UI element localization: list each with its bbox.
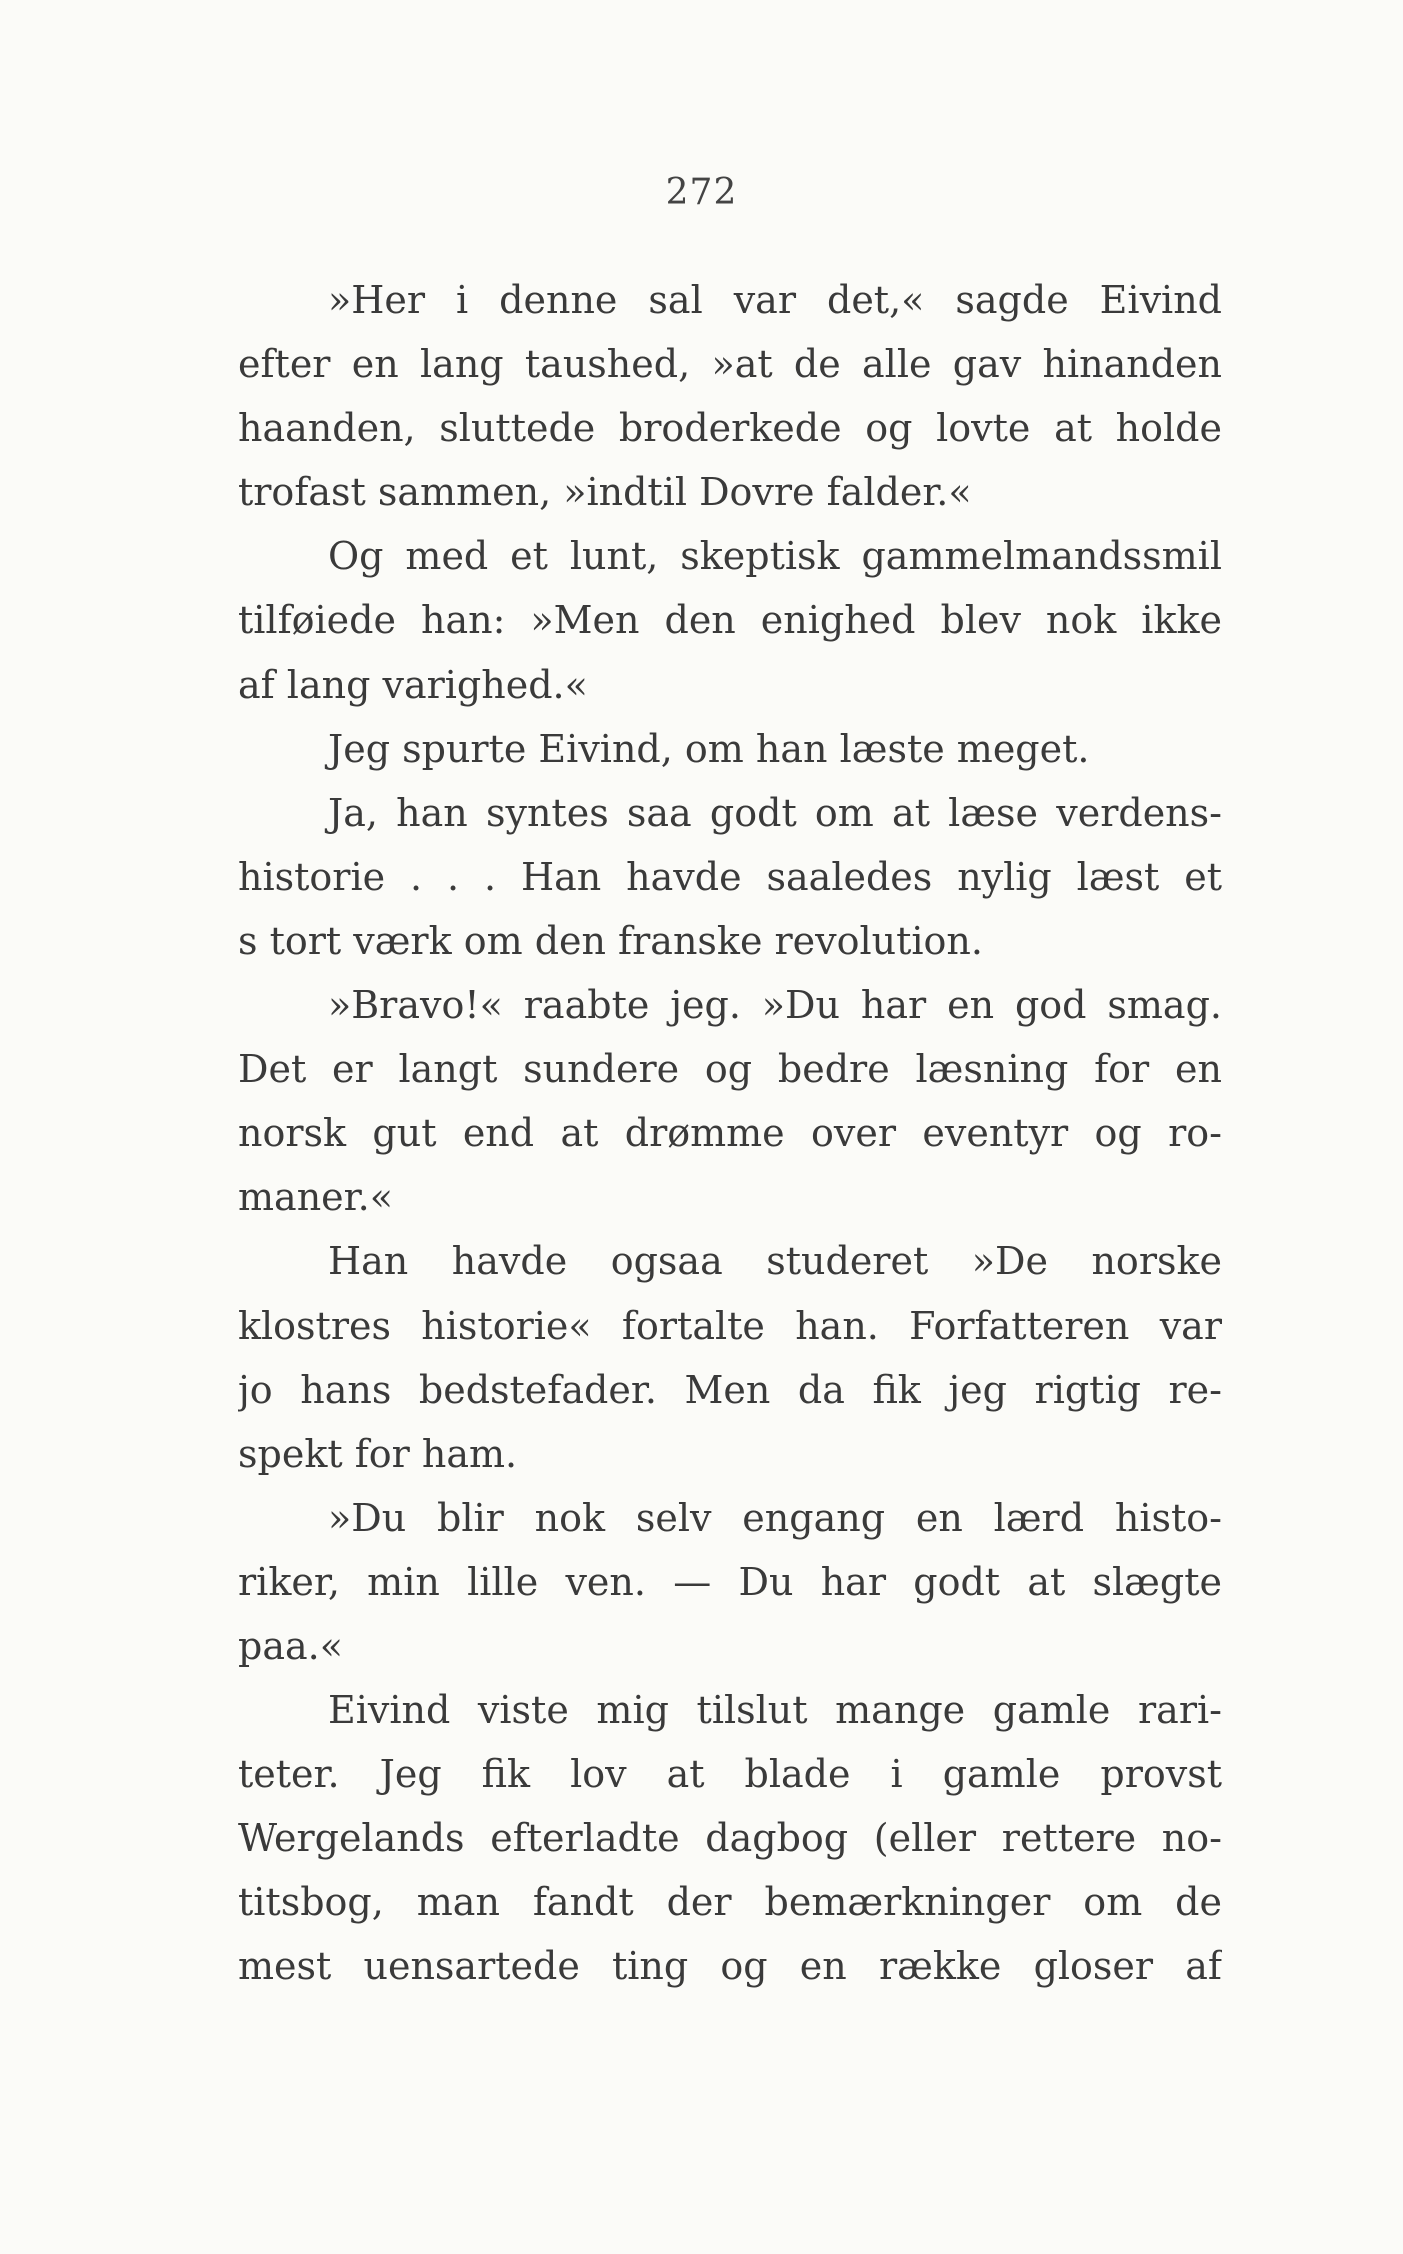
text-line: »Bravo!« raabte jeg. »Du har en god smag. <box>328 983 1222 1028</box>
text-line: titsbog, man fandt der bemærkninger om de <box>238 1880 1222 1925</box>
text-line: paa.« <box>238 1623 343 1668</box>
text-line: »Her i denne sal var det,« sagde Eivind <box>328 278 1222 322</box>
text-line: teter. Jeg fik lov at blade i gamle provst <box>238 1752 1222 1797</box>
text-line: spekt for ham. <box>238 1431 518 1476</box>
text-line: s tort værk om den franske revolution. <box>238 918 983 963</box>
text-line: riker, min lille ven. — Du har godt at slægte <box>238 1559 1222 1604</box>
text-line: Og med et lunt, skeptisk gammelmandssmil <box>328 534 1222 579</box>
text-line: norsk gut end at drømme over eventyr og ro- <box>238 1111 1222 1156</box>
text-line: Det er langt sundere og bedre læsning for en <box>238 1047 1222 1092</box>
text-line: mest uensartede ting og en række gloser af <box>238 1944 1222 1989</box>
text-line: historie . . . Han havde saaledes nylig læst et <box>238 854 1222 899</box>
text-line: Wergelands efterladte dagbog (eller rettere no- <box>238 1816 1222 1861</box>
text-line: Ja, han syntes saa godt om at læse verdens- <box>328 790 1222 835</box>
body-text <box>238 268 1222 1999</box>
text-line: jo hans bedstefader. Men da fik jeg rigtig re- <box>238 1367 1222 1412</box>
text-line: Jeg spurte Eivind, om han læste meget. <box>328 726 1090 771</box>
text-line: klostres historie« fortalte han. Forfatteren var <box>238 1303 1222 1348</box>
text-line: maner.« <box>238 1175 393 1220</box>
text-line: »Du blir nok selv engang en lærd histo- <box>328 1495 1222 1540</box>
text-line: tilføiede han: »Men den enighed blev nok ikke <box>238 598 1222 643</box>
text-line: af lang varighed.« <box>238 662 588 707</box>
text-line: Eivind viste mig tilslut mange gamle rari- <box>328 1688 1222 1733</box>
text-line: haanden, sluttede broderkede og lovte at holde <box>238 406 1222 451</box>
page-number: 272 <box>665 172 738 213</box>
text-line: Han havde ogsaa studeret »De norske <box>328 1239 1222 1284</box>
text-line: trofast sammen, »indtil Dovre falder.« <box>238 470 972 515</box>
text-line: efter en lang taushed, »at de alle gav hinanden <box>238 342 1222 387</box>
